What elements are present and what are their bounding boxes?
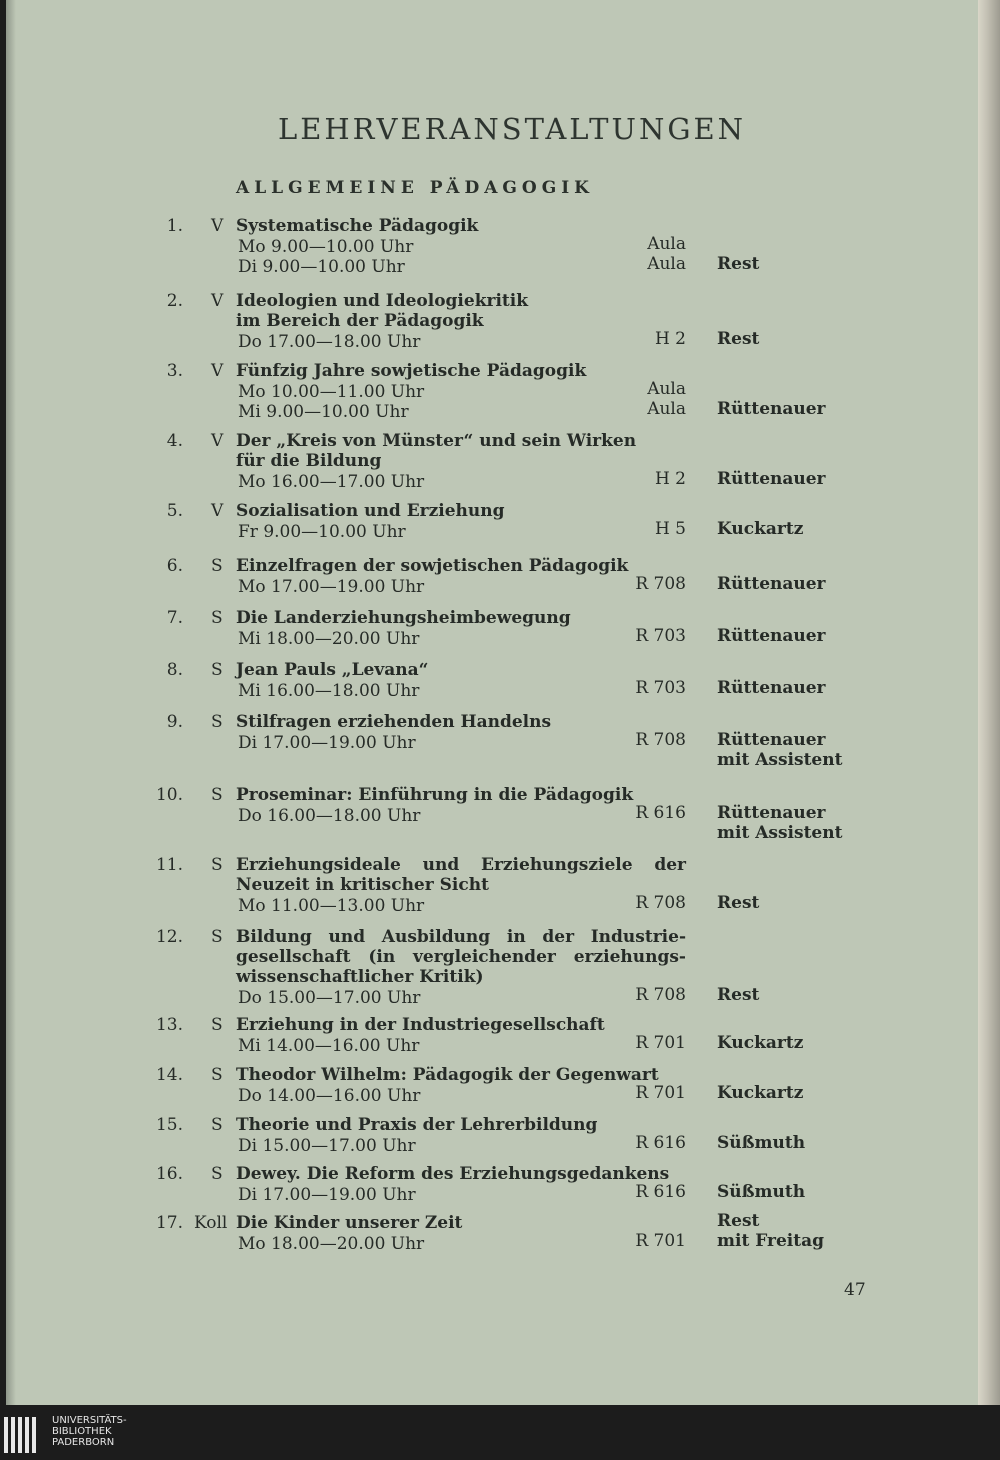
course-number: 3. — [166, 361, 183, 381]
course-lecturer — [717, 1083, 803, 1103]
course-title-line: Erziehung in der Industriegesellschaft — [236, 1015, 605, 1035]
course-type: S — [211, 1164, 223, 1184]
lecturer-line: Rest — [717, 893, 760, 913]
course-time: Do 16.00—18.00 Uhr — [238, 806, 421, 826]
course-number: 17. — [155, 1213, 183, 1233]
course-type: S — [211, 660, 223, 680]
course-time: Mo 10.00—11.00 Uhr — [238, 382, 425, 402]
course-title-line: Der „Kreis von Münster“ und sein Wirken — [236, 431, 637, 451]
course-type: S — [211, 608, 223, 628]
course-room: H 5 — [654, 519, 686, 539]
course-title-line: für die Bildung — [236, 451, 382, 471]
course-number: 6. — [166, 556, 183, 576]
page-edge — [978, 0, 1000, 1405]
course-title — [236, 1115, 686, 1135]
course-time: Mo 17.00—19.00 Uhr — [238, 577, 425, 597]
course-number: 11. — [155, 855, 183, 875]
course-time: Mi 14.00—16.00 Uhr — [238, 1036, 420, 1056]
course-type: S — [211, 1065, 223, 1085]
course-number: 2. — [166, 291, 183, 311]
course-time: Di 15.00—17.00 Uhr — [238, 1136, 416, 1156]
lecturer-line: Kuckartz — [717, 1033, 804, 1053]
library-footer — [0, 1405, 1000, 1460]
course-title-line: Sozialisation und Erziehung — [236, 501, 505, 521]
course-room: R 703 — [635, 678, 686, 698]
course-title — [236, 291, 686, 331]
course-room: R 708 — [635, 985, 686, 1005]
course-title-line: Einzelfragen der sowjetischen Pädagogik — [236, 556, 629, 576]
lecturer-line: Rest — [717, 1211, 760, 1231]
course-lecturer — [717, 254, 759, 274]
course-title — [236, 501, 686, 521]
course-number: 13. — [155, 1015, 183, 1035]
lecturer-line: Rüttenauer — [717, 730, 826, 750]
course-number: 1. — [166, 216, 183, 236]
lecturer-line: Kuckartz — [717, 1083, 804, 1103]
course-lecturer — [717, 626, 826, 646]
course-type: S — [211, 556, 223, 576]
course-room: R 701 — [635, 1083, 686, 1103]
course-title-line: Proseminar: Einführung in die Pädagogik — [236, 785, 634, 805]
course-time: Mi 18.00—20.00 Uhr — [238, 629, 420, 649]
course-room: Aula — [647, 254, 686, 274]
lecturer-line: Rest — [717, 985, 760, 1005]
course-title-line: Bildung und Ausbildung in der Industrie- — [236, 927, 686, 947]
lecturer-line: Rüttenauer — [717, 803, 826, 823]
course-room: R 701 — [635, 1231, 686, 1251]
course-title — [236, 1065, 686, 1085]
course-type: V — [211, 431, 224, 451]
lecturer-line: Kuckartz — [717, 519, 804, 539]
course-room: R 616 — [635, 803, 686, 823]
lecturer-line: Rüttenauer — [717, 626, 826, 646]
course-time: Mo 11.00—13.00 Uhr — [238, 896, 425, 916]
course-type: S — [211, 927, 223, 947]
course-lecturer — [717, 1211, 824, 1251]
course-title — [236, 855, 686, 895]
course-title — [236, 785, 686, 805]
course-title-line: Jean Pauls „Levana“ — [236, 660, 429, 680]
course-time: Di 17.00—19.00 Uhr — [238, 733, 416, 753]
course-title-line: wissenschaftlicher Kritik) — [236, 967, 484, 987]
course-number: 4. — [166, 431, 183, 451]
course-number: 12. — [155, 927, 183, 947]
course-type: V — [211, 216, 224, 236]
course-title-line: Die Landerziehungsheimbewegung — [236, 608, 571, 628]
course-title — [236, 556, 686, 576]
course-title — [236, 1015, 686, 1035]
course-type: S — [211, 1115, 223, 1135]
course-time: Mi 9.00—10.00 Uhr — [238, 402, 409, 422]
course-lecturer — [717, 329, 759, 349]
course-lecturer — [717, 469, 826, 489]
course-time: Di 9.00—10.00 Uhr — [238, 257, 405, 277]
course-number: 8. — [166, 660, 183, 680]
course-type: V — [211, 501, 224, 521]
course-room: R 616 — [635, 1133, 686, 1153]
lecturer-line: Rüttenauer — [717, 399, 826, 419]
course-lecturer — [717, 1182, 805, 1202]
lecturer-line: Süßmuth — [717, 1133, 806, 1153]
course-room: R 701 — [635, 1033, 686, 1053]
course-room: R 708 — [635, 893, 686, 913]
course-title — [236, 1164, 686, 1184]
library-logo-icon — [4, 1417, 42, 1455]
lecturer-line: Rüttenauer — [717, 678, 826, 698]
book-page — [6, 0, 978, 1405]
course-title-line: im Bereich der Pädagogik — [236, 311, 484, 331]
course-time: Mo 16.00—17.00 Uhr — [238, 472, 425, 492]
course-lecturer — [717, 678, 826, 698]
course-number: 7. — [166, 608, 183, 628]
course-type: V — [211, 361, 224, 381]
course-time: Mo 9.00—10.00 Uhr — [238, 237, 414, 257]
course-lecturer — [717, 730, 842, 770]
course-room: H 2 — [654, 329, 686, 349]
course-number: 9. — [166, 712, 183, 732]
lecturer-line: Rest — [717, 254, 760, 274]
lecturer-line: Süßmuth — [717, 1182, 806, 1202]
course-room: Aula — [647, 399, 686, 419]
course-number: 5. — [166, 501, 183, 521]
course-time: Di 17.00—19.00 Uhr — [238, 1185, 416, 1205]
course-room: Aula — [647, 234, 686, 254]
course-number: 15. — [155, 1115, 183, 1135]
course-title-line: gesellschaft (in vergleichender erziehungs- — [236, 947, 686, 967]
page-heading: LEHRVERANSTALTUNGEN — [277, 112, 747, 146]
course-number: 16. — [155, 1164, 183, 1184]
library-line: BIBLIOTHEK — [52, 1426, 112, 1437]
course-lecturer — [717, 519, 803, 539]
library-line: PADERBORN — [52, 1437, 115, 1448]
course-room: R 616 — [635, 1182, 686, 1202]
course-room: H 2 — [654, 469, 686, 489]
course-time: Mo 18.00—20.00 Uhr — [238, 1234, 425, 1254]
course-type: S — [211, 855, 223, 875]
course-title-line: Fünfzig Jahre sowjetische Pädagogik — [236, 361, 587, 381]
course-time: Do 15.00—17.00 Uhr — [238, 988, 421, 1008]
course-title — [236, 712, 686, 732]
course-time: Do 14.00—16.00 Uhr — [238, 1086, 421, 1106]
course-room: R 708 — [635, 730, 686, 750]
course-type: Koll — [194, 1213, 228, 1233]
course-lecturer — [717, 803, 842, 843]
course-title-line: Dewey. Die Reform des Erziehungsgedankens — [236, 1164, 670, 1184]
lecturer-line: Rüttenauer — [717, 574, 826, 594]
lecturer-line: mit Assistent — [717, 823, 843, 843]
course-room: Aula — [647, 379, 686, 399]
course-title-line: Theorie und Praxis der Lehrerbildung — [236, 1115, 598, 1135]
course-title-line: Theodor Wilhelm: Pädagogik der Gegenwart — [236, 1065, 659, 1085]
section-heading: ALLGEMEINE PÄDAGOGIK — [236, 178, 594, 198]
course-time: Do 17.00—18.00 Uhr — [238, 332, 421, 352]
course-lecturer — [717, 1033, 803, 1053]
course-title — [236, 431, 686, 471]
course-lecturer — [717, 985, 759, 1005]
course-title-line: Erziehungsideale und Erziehungsziele der — [236, 855, 686, 875]
course-title-line: Stilfragen erziehenden Handelns — [236, 712, 552, 732]
course-lecturer — [717, 399, 826, 419]
lecturer-line: Rüttenauer — [717, 469, 826, 489]
library-line: UNIVERSITÄTS- — [52, 1415, 127, 1426]
course-time: Fr 9.00—10.00 Uhr — [238, 522, 406, 542]
lecturer-line: mit Freitag — [717, 1231, 824, 1251]
lecturer-line: Rest — [717, 329, 760, 349]
course-number: 14. — [155, 1065, 183, 1085]
page-number: 47 — [844, 1280, 866, 1300]
course-title — [236, 216, 686, 236]
course-title — [236, 660, 686, 680]
lecturer-line: mit Assistent — [717, 750, 843, 770]
course-title-line: Neuzeit in kritischer Sicht — [236, 875, 489, 895]
course-type: V — [211, 291, 224, 311]
library-name — [52, 1415, 127, 1448]
course-title-line: Die Kinder unserer Zeit — [236, 1213, 463, 1233]
course-type: S — [211, 1015, 223, 1035]
course-title — [236, 1213, 686, 1233]
course-type: S — [211, 712, 223, 732]
course-title-line: Ideologien und Ideologiekritik — [236, 291, 528, 311]
course-room: R 708 — [635, 574, 686, 594]
course-number: 10. — [155, 785, 183, 805]
course-title-line: Systematische Pädagogik — [236, 216, 479, 236]
course-title — [236, 361, 686, 381]
course-title — [236, 927, 686, 987]
course-lecturer — [717, 574, 826, 594]
course-title — [236, 608, 686, 628]
course-time: Mi 16.00—18.00 Uhr — [238, 681, 420, 701]
course-type: S — [211, 785, 223, 805]
course-lecturer — [717, 893, 759, 913]
course-room: R 703 — [635, 626, 686, 646]
course-lecturer — [717, 1133, 805, 1153]
